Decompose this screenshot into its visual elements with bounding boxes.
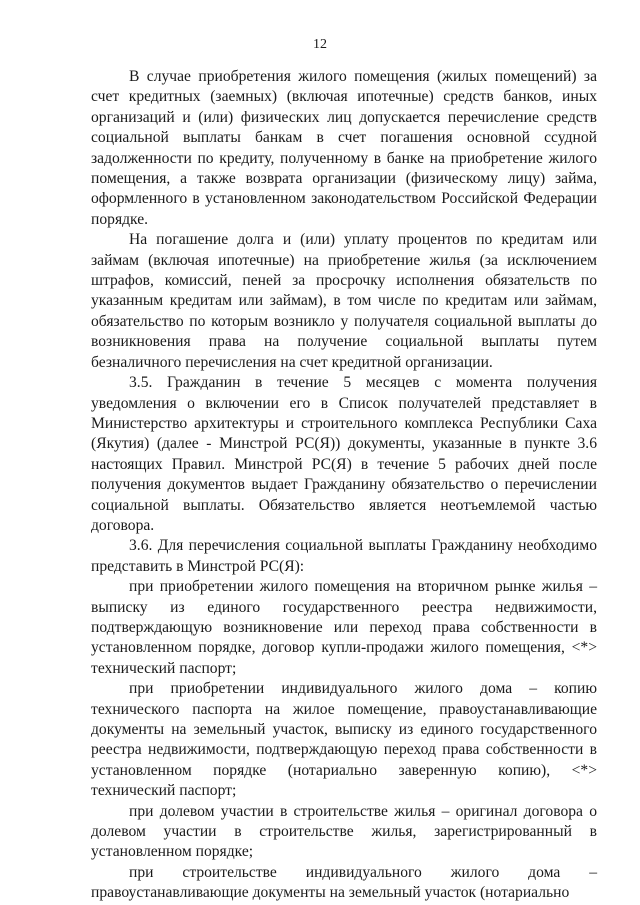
paragraph-debt-repayment: На погашение долга и (или) уплату процентов по кредитам или займам (включая ипотечные) на приобретение жилья (за исключением штрафов, комиссий, пеней за просрочку исполнения обязательств по указанным кредитам или займам), в том числе по кредитам или займам, обязательство по которым возникло у получателя социальной выплаты до возникновения права на получение социальной выплаты путем безналичного перечисления на счет кредитной организации. (91, 231, 597, 371)
paragraph-section-3-5: 3.5. Гражданин в течение 5 месяцев с момента получения уведомления о включении его в Список получателей представляет в Министерство архитектуры и строительного комплекса Республики Саха (Якутия) (далее - Минстрой РС(Я)) документы, указанные в пункте 3.6 настоящих Правил. Минстрой РС(Я) в течение 5 рабочих дней после получения документов выдает Гражданину обязательство о перечислении социальной выплаты. Обязательство является неотъемлемой частью договора. (91, 374, 597, 534)
list-item-individual-house-construction: при строительстве индивидуального жилого дома – правоустанавливающие документы на земельный участок (нотариально (91, 863, 597, 902)
list-item-shared-construction: при долевом участии в строительстве жилья – оригинал договора о долевом участии в строительстве жилья, зарегистрированный в установленном порядке; (91, 802, 597, 861)
paragraph-section-3-6: 3.6. Для перечисления социальной выплаты Гражданину необходимо представить в Минстрой РС(Я): (91, 537, 597, 575)
list-item-secondary-market: при приобретении жилого помещения на вторичном рынке жилья – выписку из единого государственного реестра недвижимости, подтверждающую возникновение или переход права собственности в установленном порядке, договор купли-продажи жилого помещения, <*> технический паспорт; (91, 578, 597, 677)
list-item-individual-house-purchase: при приобретении индивидуального жилого дома – копию технического паспорта на жилое помещение, правоустанавливающие документы на земельный участок, выписку из единого государственного реестра недвижимости, подтверждающую переход права собственности в установленном порядке (нотариально заверенную копию), <*> технический паспорт; (91, 680, 597, 800)
paragraph-credit-funds: В случае приобретения жилого помещения (жилых помещений) за счет кредитных (заемных) (включая ипотечные) средств банков, иных организаций и (или) физических лиц допускается перечисление средств социальной выплаты банкам в счет погашения основной ссудной задолженности по кредиту, полученному в банке на приобретение жилого помещения, а также возврата организации (физическому лицу) займа, оформленного в установленном законодательством Российской Федерации порядке. (91, 68, 597, 228)
document-body (91, 67, 597, 904)
page-number: 12 (313, 37, 327, 52)
